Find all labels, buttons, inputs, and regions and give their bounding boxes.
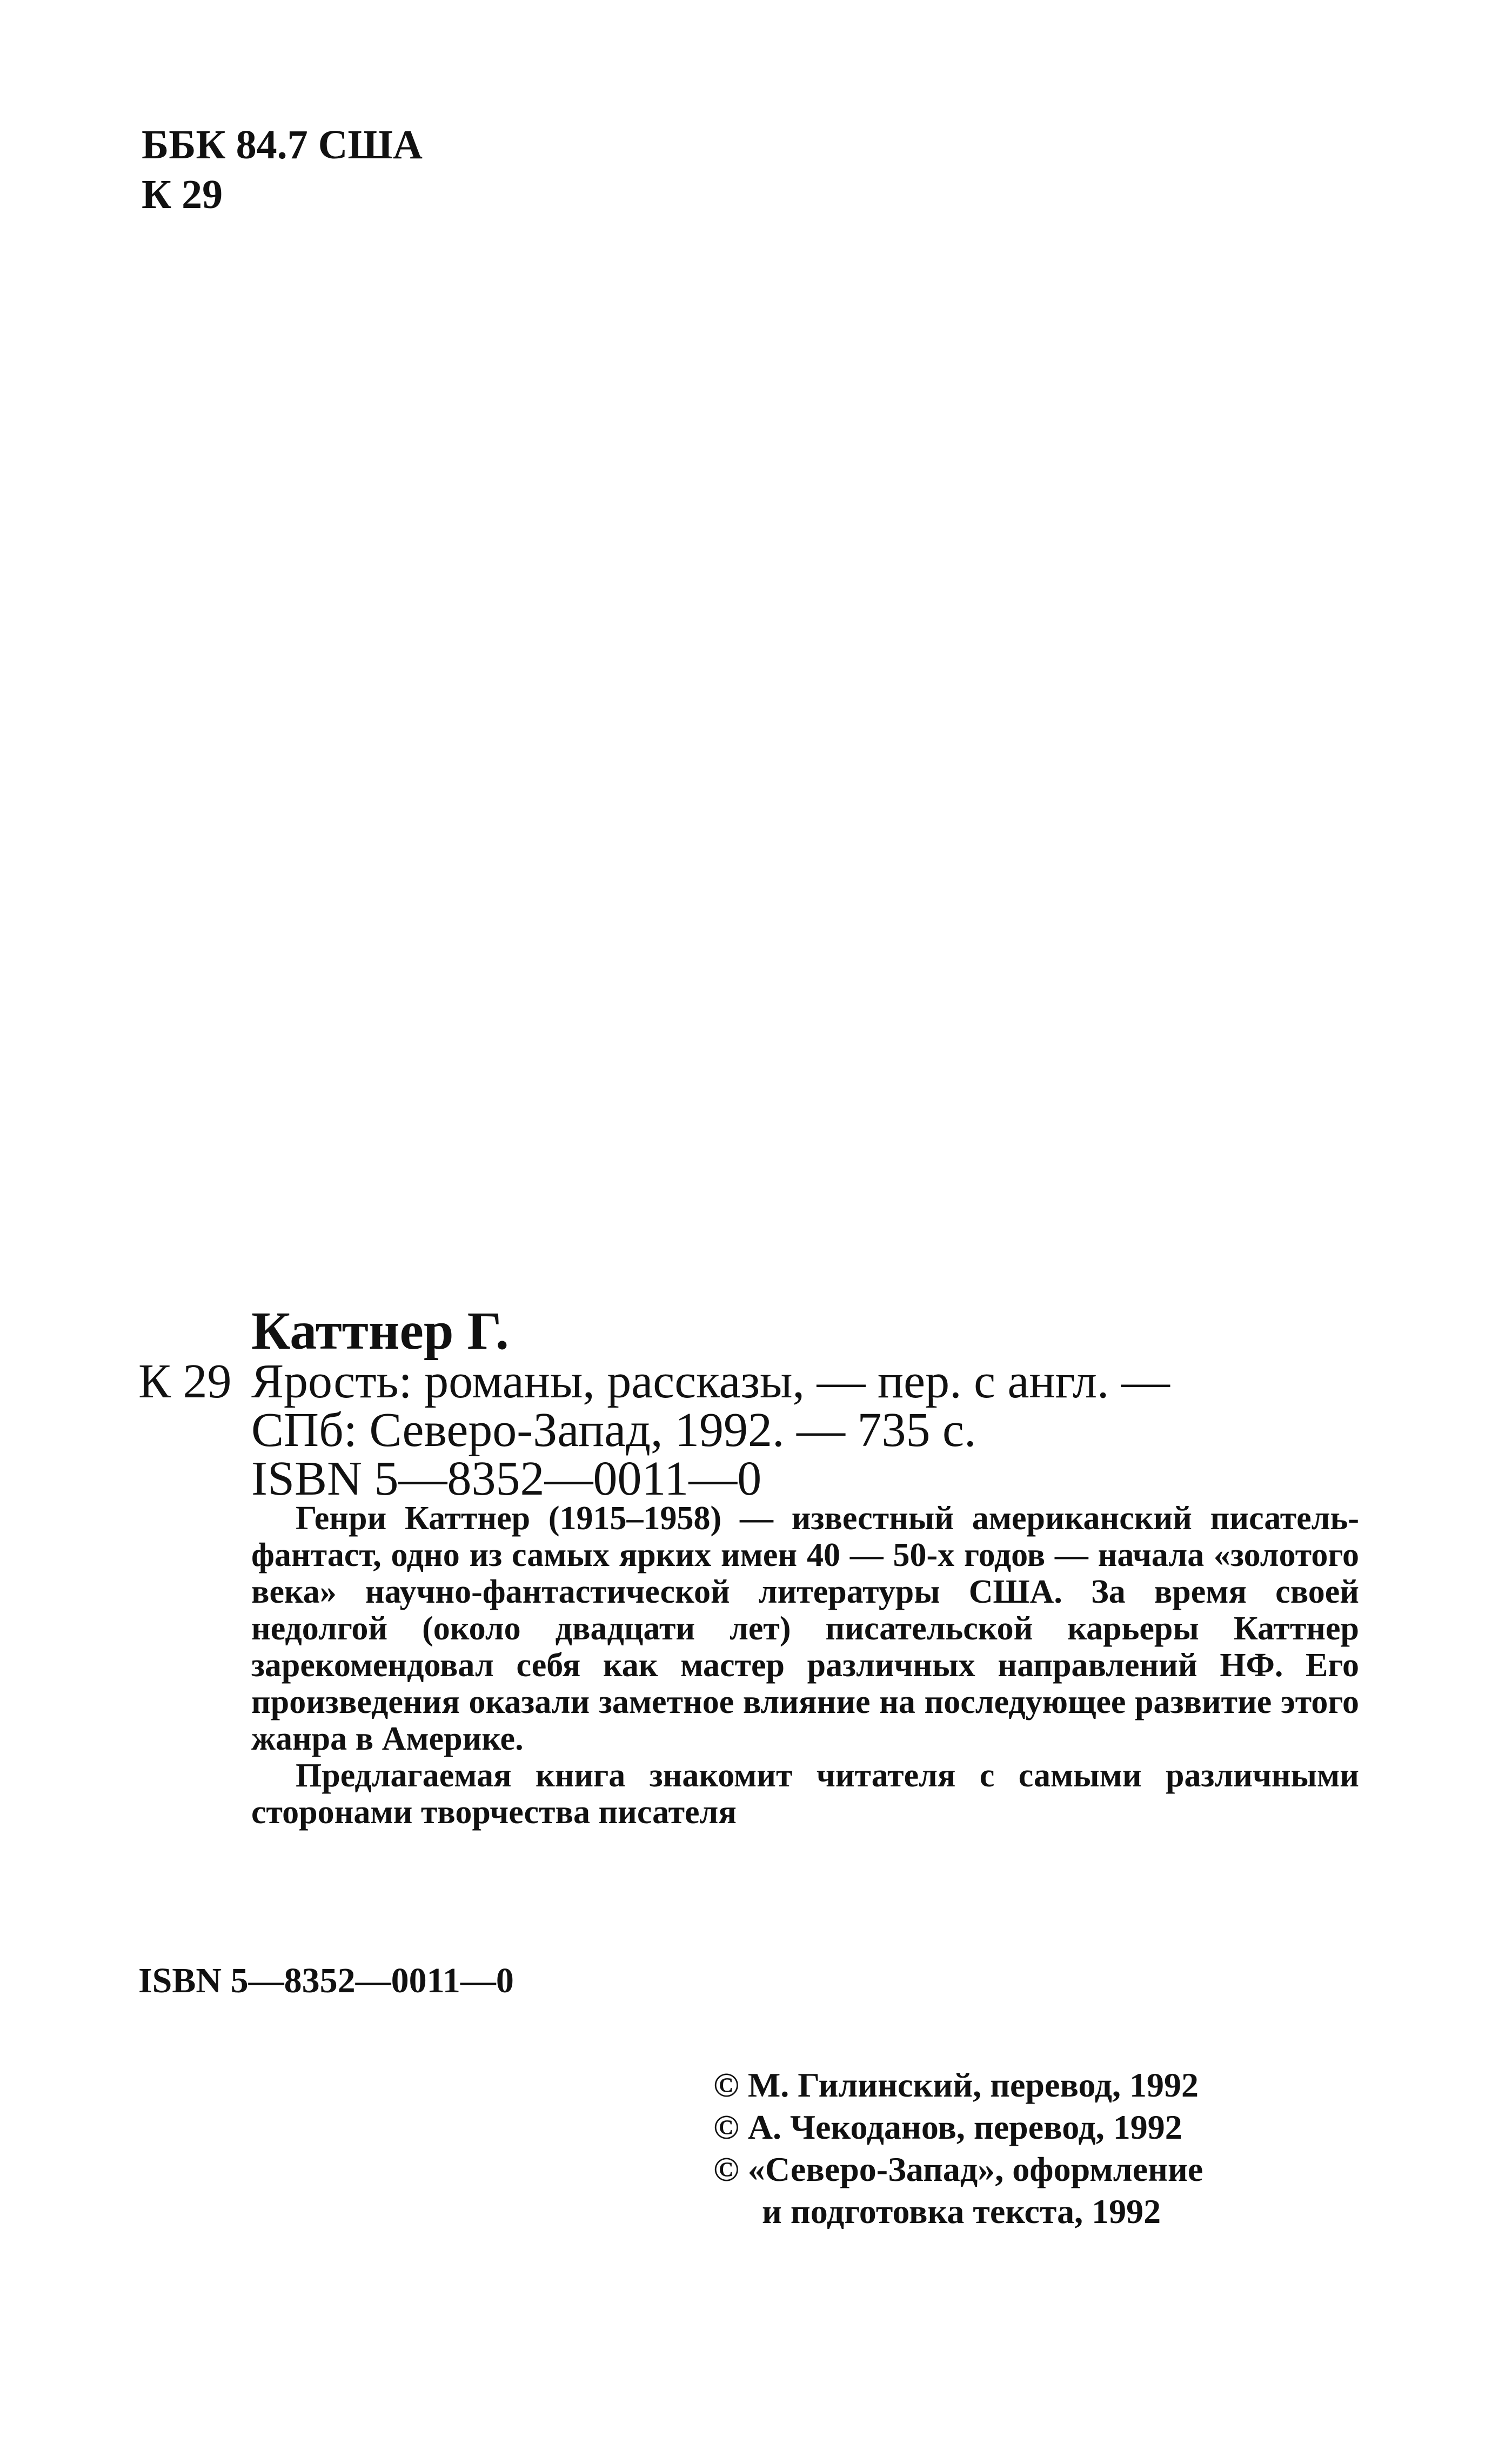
annotation [251,1500,1359,1831]
annotation-paragraph-2: Предлагаемая книга знакомит читателя с самыми различными сторонами творчества писателя [251,1757,1359,1831]
annotation-paragraph-1: Генри Каттнер (1915–1958) — известный американский писатель-фантаст, одно из самых ярких имен 40 — 50-х годов — начала «золотого века» научно-фантастической литературы США. За время своей недолгой (около двадцати лет) писательской карьеры Каттнер зарекомендовал себя как мастер различных направлений НФ. Его произведения оказали заметное влияние на последующее развитие этого жанра в Америке. [251,1500,1359,1757]
classification-block [142,120,423,219]
bbk-code: ББК 84.7 США [142,122,423,168]
card-author: Каттнер Г. [251,1301,509,1361]
card-isbn-line: ISBN 5—8352—0011—0 [251,1452,762,1505]
isbn-bottom: ISBN 5—8352—0011—0 [138,1961,514,2000]
copyright-line-1: © М. Гилинский, перевод, 1992 [713,2066,1199,2104]
card-publisher-line: СПб: Северо-Запад, 1992. — 735 с. [251,1403,976,1457]
copyright-block [713,2064,1203,2233]
card-title-line: Ярость: романы, рассказы, — пер. с англ. — [251,1355,1170,1408]
card-index: К 29 [138,1355,232,1408]
author-mark: К 29 [142,172,223,217]
copyright-line-2: © А. Чекоданов, перевод, 1992 [713,2108,1182,2146]
copyright-line-3: © «Северо-Запад», оформление [713,2150,1203,2188]
copyright-line-4: и подготовка текста, 1992 [762,2192,1161,2231]
